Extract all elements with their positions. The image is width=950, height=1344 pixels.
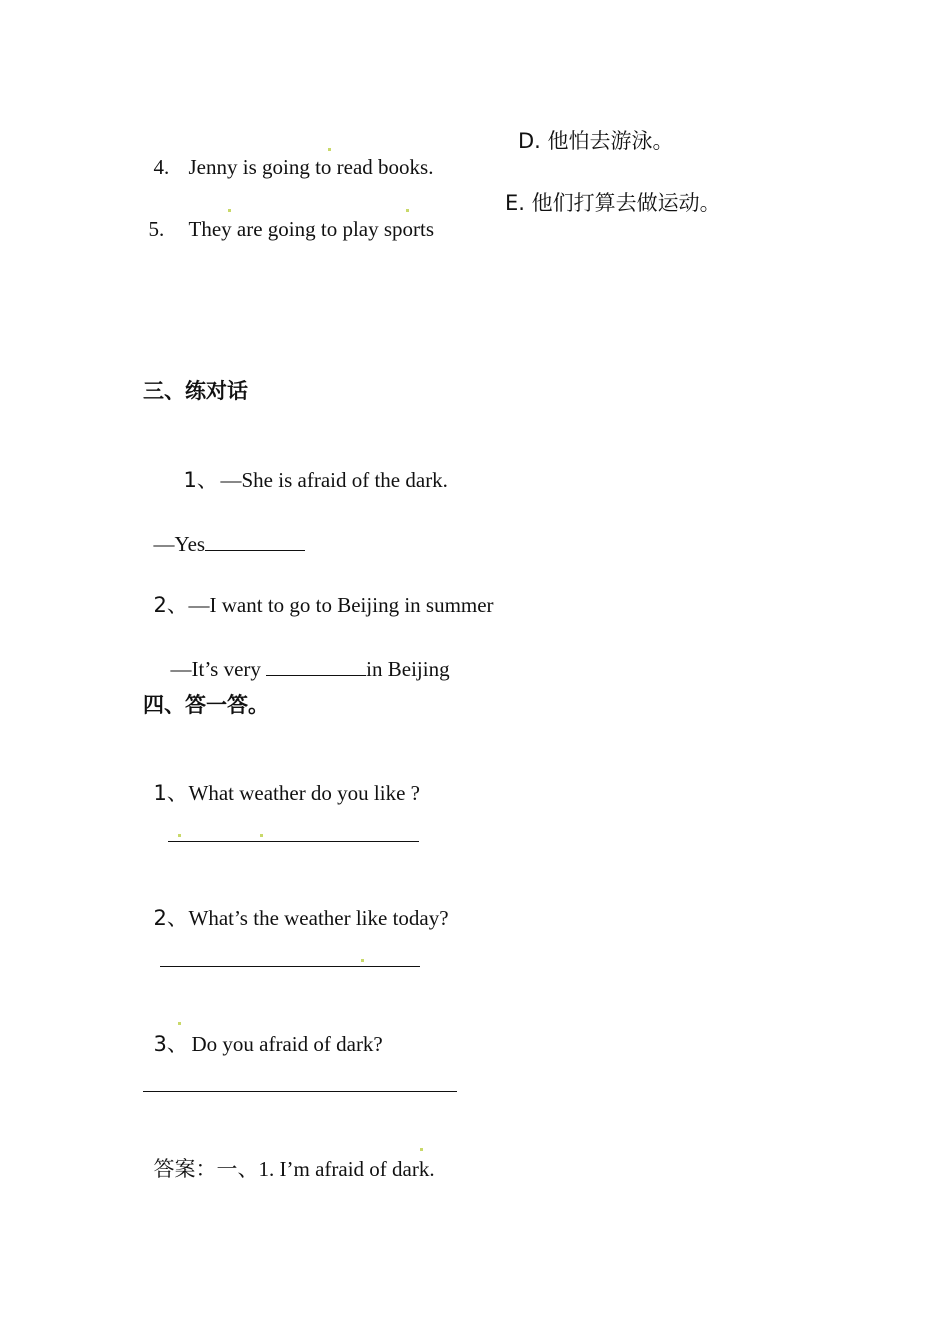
mark-dot bbox=[178, 834, 181, 837]
mark-dot bbox=[328, 148, 331, 151]
dialog-1-reply bbox=[143, 504, 305, 557]
dialog-1-number: 1、 bbox=[183, 468, 218, 492]
dialog-2-reply bbox=[160, 629, 450, 682]
answer-line-2[interactable] bbox=[160, 966, 420, 967]
mark-dot bbox=[361, 959, 364, 962]
matching-item-5 bbox=[138, 190, 434, 242]
matching-item-4-number: 4. bbox=[153, 155, 170, 179]
question-3-text: Do you afraid of dark? bbox=[191, 1032, 383, 1056]
mark-dot bbox=[228, 209, 231, 212]
matching-item-4-answer: D. 他怕去游泳。 bbox=[518, 129, 674, 153]
answer-line-3[interactable] bbox=[143, 1091, 457, 1092]
mark-dot bbox=[260, 834, 263, 837]
dialog-2-blank[interactable] bbox=[266, 655, 366, 676]
question-2-text: What’s the weather like today? bbox=[188, 906, 449, 930]
dialog-1-question bbox=[173, 441, 448, 493]
answer-key-text: 1. I’m afraid of dark. bbox=[258, 1157, 435, 1181]
matching-item-5-text: They are going to play sports bbox=[188, 217, 435, 241]
dialog-2-number: 2、 bbox=[153, 593, 188, 617]
dialog-1-blank[interactable] bbox=[205, 530, 305, 551]
question-2 bbox=[143, 879, 449, 931]
dialog-1-text: —She is afraid of the dark. bbox=[220, 468, 448, 492]
answer-key-label: 答案：一、 bbox=[153, 1157, 259, 1181]
question-1 bbox=[143, 754, 420, 806]
dialog-2-question bbox=[143, 566, 494, 618]
question-3 bbox=[143, 1005, 383, 1057]
matching-item-4-text: Jenny is going to read books. bbox=[188, 155, 434, 179]
section-3-title: 三、练对话 bbox=[143, 379, 248, 403]
dialog-2-text: —I want to go to Beijing in summer bbox=[188, 593, 494, 617]
question-2-number: 2、 bbox=[153, 906, 188, 930]
matching-item-4 bbox=[143, 128, 433, 180]
mark-dot bbox=[420, 1148, 423, 1151]
question-1-text: What weather do you like ? bbox=[188, 781, 420, 805]
matching-item-5-answer: E. 他们打算去做运动。 bbox=[505, 191, 721, 215]
answer-line-1[interactable] bbox=[168, 841, 419, 842]
mark-dot bbox=[406, 209, 409, 212]
section-4-title: 四、答一答。 bbox=[143, 693, 269, 717]
dialog-2-reply-start: —It’s very bbox=[170, 657, 267, 681]
answer-key bbox=[143, 1130, 435, 1182]
dialog-2-reply-end: in Beijing bbox=[366, 657, 450, 681]
matching-item-5-number: 5. bbox=[148, 217, 165, 241]
question-3-number: 3、 bbox=[153, 1032, 188, 1056]
question-1-number: 1、 bbox=[153, 781, 188, 805]
mark-dot bbox=[178, 1022, 181, 1025]
dialog-1-reply-text: —Yes bbox=[153, 532, 206, 556]
